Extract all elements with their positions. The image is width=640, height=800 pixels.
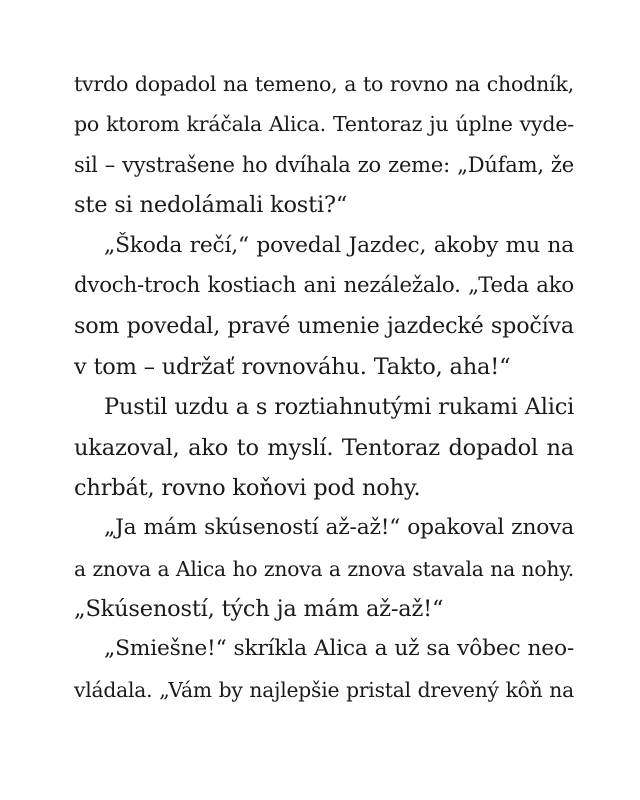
text-line: ste si nedolámali kosti?“: [74, 192, 348, 219]
text-line: dvoch-troch kostiach ani nezáležalo. „Teda ako: [74, 272, 574, 298]
body-text: [74, 64, 574, 710]
text-line: „Ja mám skúseností až-až!“ opakoval znova: [104, 515, 574, 541]
text-line: ukazoval, ako to myslí. Tentoraz dopadol na: [74, 434, 574, 461]
text-line: chrbát, rovno koňovi pod nohy.: [74, 474, 421, 501]
text-line: som povedal, pravé umenie jazdecké spočíva: [74, 313, 574, 340]
text-line: sil – vystrašene ho dvíhala zo zeme: „Dúfam, že: [74, 152, 574, 177]
text-line: „Smiešne!“ skríkla Alica a už sa vôbec neo-: [104, 636, 574, 662]
text-line: a znova a Alica ho znova a znova stavala na nohy.: [74, 556, 574, 581]
text-line: po ktorom kráčala Alica. Tentoraz ju úplne vyde-: [74, 112, 574, 137]
text-line: „Škoda rečí,“ povedal Jazdec, akoby mu na: [104, 232, 574, 258]
text-line: tvrdo dopadol na temeno, a to rovno na chodník,: [74, 72, 574, 96]
text-line: v tom – udržať rovnováhu. Takto, aha!“: [74, 353, 511, 380]
text-line: Pustil uzdu a s roztiahnutými rukami Alici: [104, 394, 575, 421]
text-line: vládala. „Vám by najlepšie pristal drevený kôň na: [74, 677, 574, 702]
text-line: „Skúseností, tých ja mám až-až!“: [74, 596, 444, 623]
